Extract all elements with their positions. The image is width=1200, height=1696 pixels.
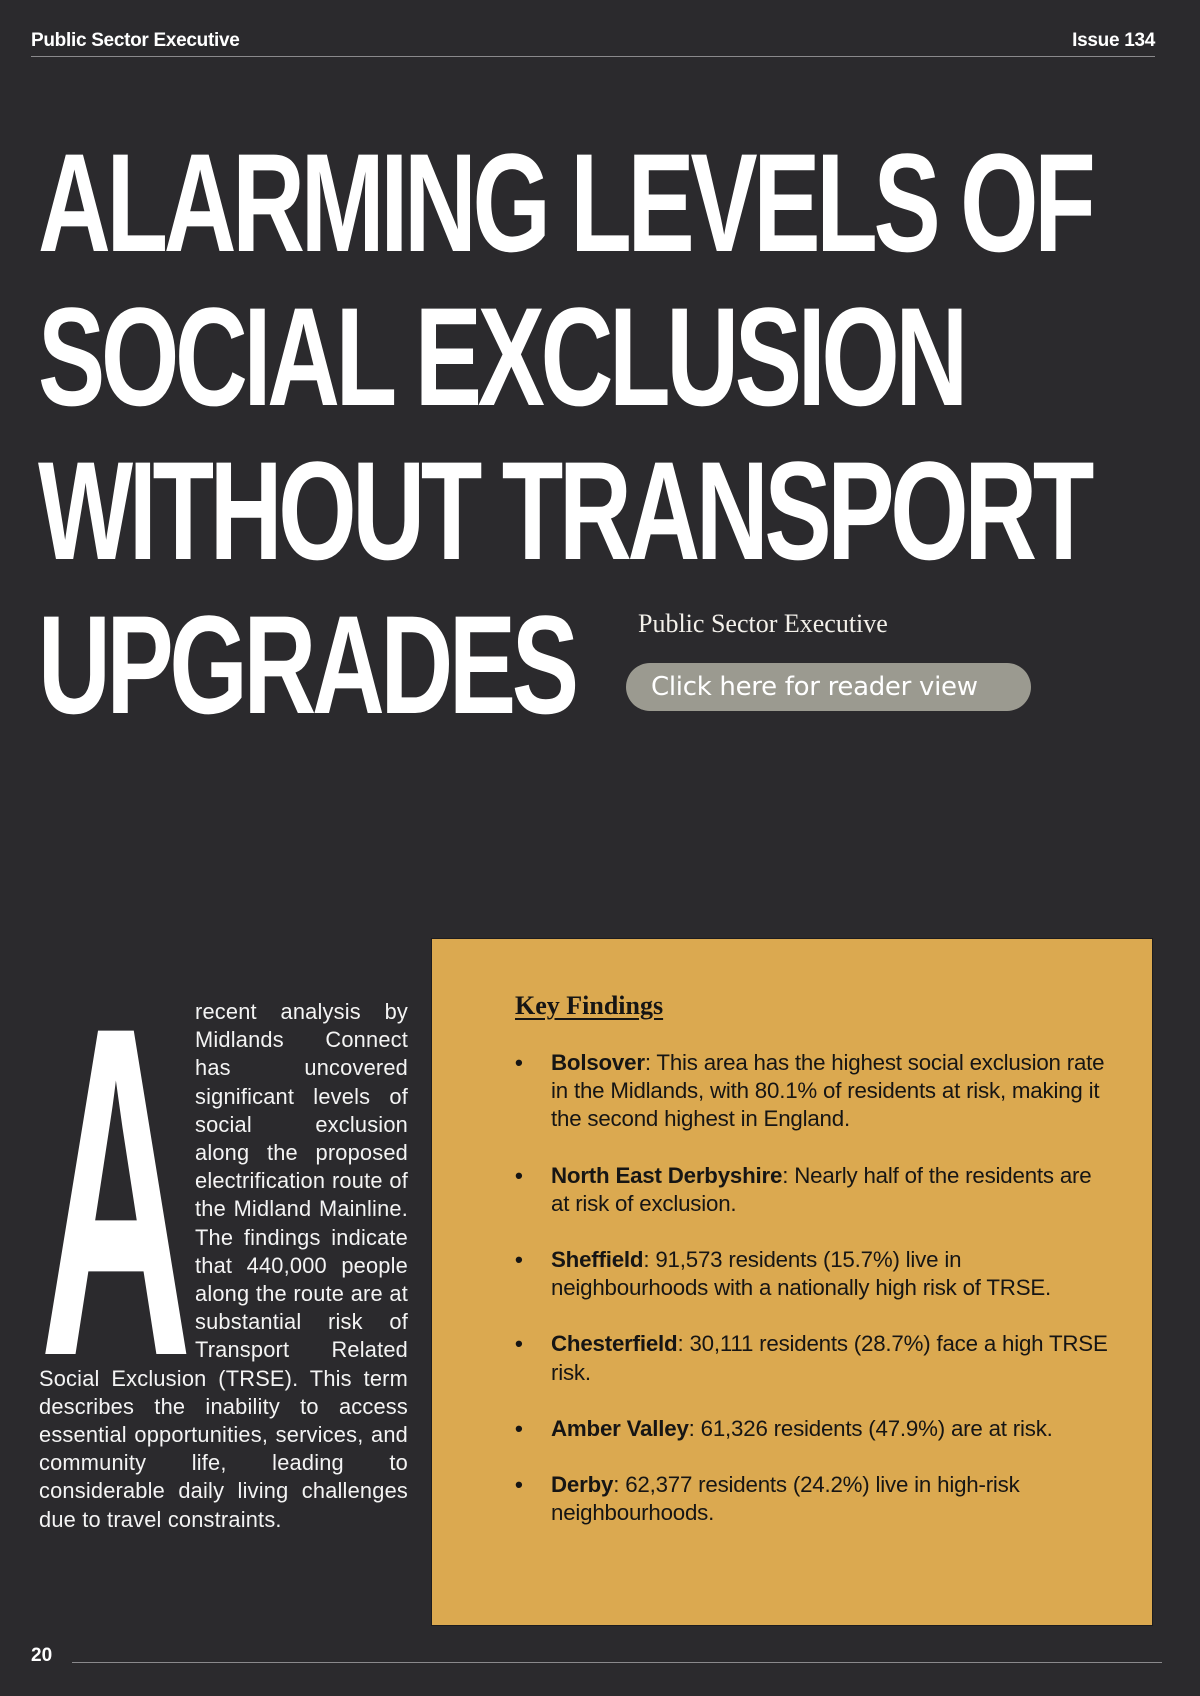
finding-item: [515, 1471, 1112, 1527]
finding-item: [515, 1162, 1112, 1218]
footer-rule: [72, 1662, 1162, 1663]
reader-view-button[interactable]: Click here for reader view: [626, 663, 1031, 711]
headline: [38, 124, 1092, 743]
key-findings-list: [515, 1049, 1112, 1527]
finding-text: : 30,111 residents (28.7%) face a high TRSE risk.: [551, 1331, 1108, 1385]
headline-line: WITHOUT TRANSPORT: [38, 432, 1091, 589]
running-header: [31, 30, 1155, 52]
finding-text: : This area has the highest social exclusion rate in the Midlands, with 80.1% of residents at risk, making it the second highest in England.: [551, 1050, 1105, 1132]
header-issue: Issue 134: [1072, 30, 1155, 51]
page-number: 20: [31, 1645, 53, 1666]
finding-item: [515, 1415, 1112, 1443]
promo-publication-name: Public Sector Executive: [638, 609, 888, 638]
key-findings-title: Key Findings: [515, 991, 664, 1020]
header-publication: Public Sector Executive: [31, 30, 240, 51]
finding-place: Bolsover: [551, 1050, 645, 1075]
finding-place: North East Derbyshire: [551, 1162, 783, 1188]
key-findings-box: [431, 938, 1153, 1626]
finding-place: Derby: [551, 1472, 614, 1498]
drop-cap-glyph: [39, 1002, 194, 1358]
finding-text: : 61,326 residents (47.9%) are at risk.: [688, 1415, 1053, 1441]
finding-place: Sheffield: [551, 1247, 644, 1273]
finding-text: : 91,573 residents (15.7%) live in neighbourhoods with a nationally high risk of TRSE.: [551, 1247, 1052, 1301]
headline-line: UPGRADES: [38, 586, 575, 743]
finding-place: Chesterfield: [551, 1331, 678, 1357]
headline-line: ALARMING LEVELS OF: [38, 124, 1092, 281]
drop-cap: [39, 1002, 194, 1358]
finding-text: : 62,377 residents (24.2%) live in high-risk neighbourhoods.: [551, 1472, 1020, 1526]
finding-item: [515, 1049, 1112, 1134]
header-rule: [31, 56, 1155, 57]
article-text: recent analysis by Midlands Connect has uncovered significant levels of social exclusion along the proposed electrification route of the Midland Mainline. The findings indicate that 440,000 people along the route are at substantial risk of Transport Related Social Exclusion (TRSE). This term describes the inability to access essential opportunities, services, and community life, leading to considerable daily living challenges due to travel constraints.: [39, 999, 408, 1532]
finding-text: : Nearly half of the residents are at risk of exclusion.: [551, 1162, 1092, 1216]
finding-place: Amber Valley: [551, 1415, 689, 1441]
headline-line: SOCIAL EXCLUSION: [38, 278, 964, 435]
article-body: [39, 998, 408, 1534]
drop-cap-letter: A: [40, 1002, 192, 1358]
finding-item: [515, 1330, 1112, 1386]
finding-item: [515, 1246, 1112, 1302]
